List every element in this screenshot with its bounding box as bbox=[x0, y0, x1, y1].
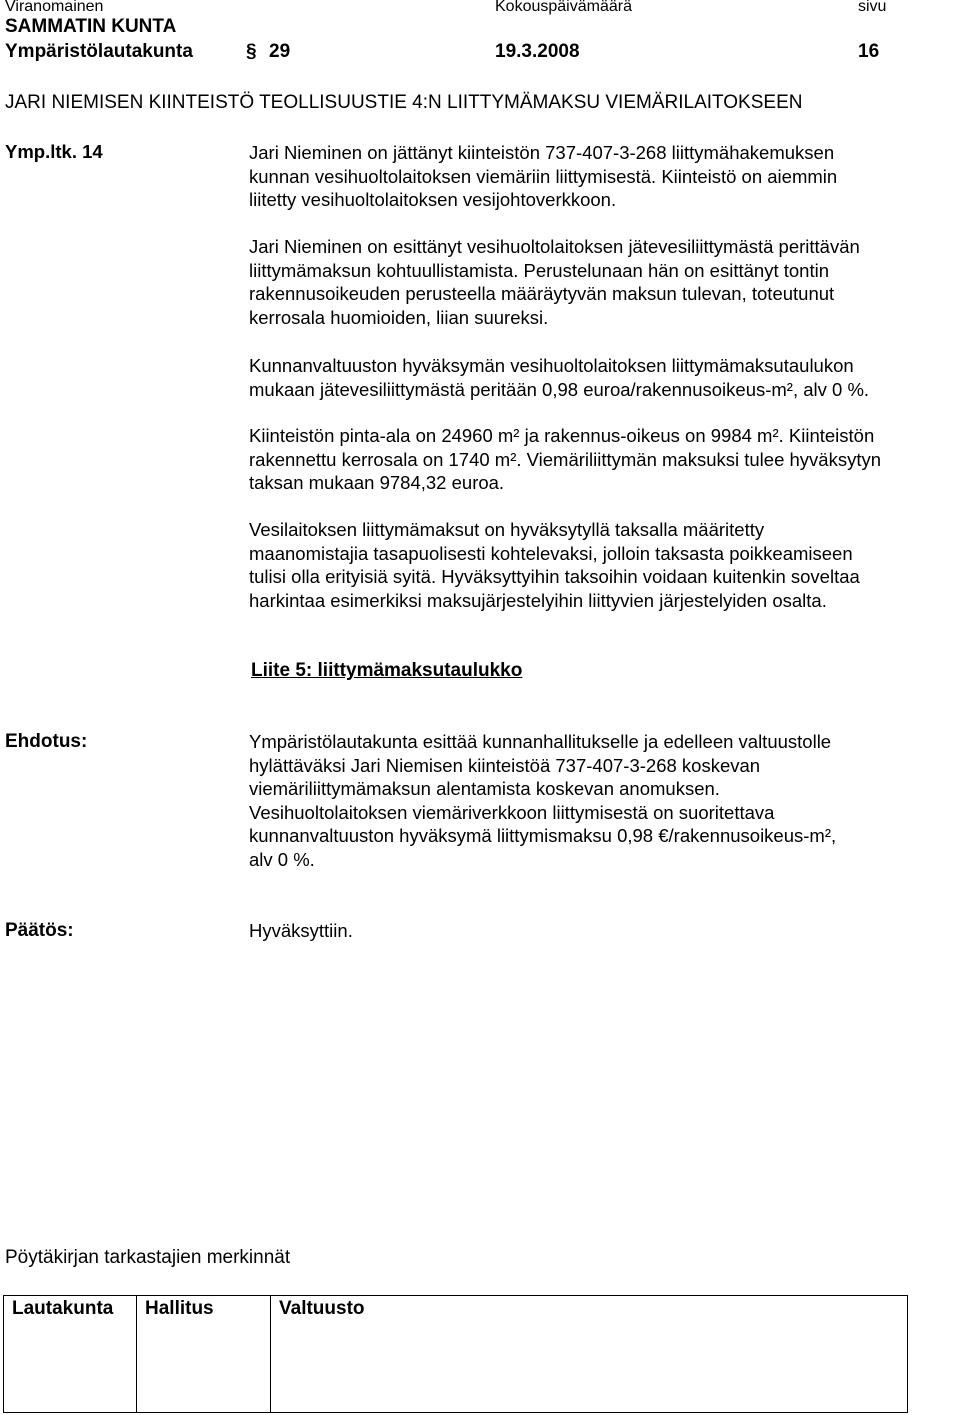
paragraph-line: Jari Nieminen on jättänyt kiinteistön 737-407-3-268 liittymähakemuksen bbox=[249, 142, 835, 163]
paragraph-line: rakennusoikeuden perusteella määräytyvän maksun tulevan, toteutunut bbox=[249, 283, 835, 305]
signature-cell-lautakunta bbox=[4, 1296, 137, 1413]
header-label-date: Kokouspäivämäärä bbox=[495, 0, 632, 15]
column-label: Hallitus bbox=[145, 1298, 214, 1319]
signature-cell-hallitus bbox=[137, 1296, 271, 1413]
proposal-line: kunnanvaltuuston hyväksymä liittymismaksu 0,98 €/rakennusoikeus-m², bbox=[249, 825, 837, 847]
proposal-line: Ympäristölautakunta esittää kunnanhallitukselle ja edelleen valtuustolle bbox=[249, 731, 832, 752]
proposal-line: viemäriliittymämaksun alentamista koskevan anomuksen. bbox=[249, 778, 720, 800]
proposal-line: Vesihuoltolaitoksen viemäriverkkoon liittymisestä on suoritettava bbox=[249, 801, 775, 823]
paragraph-justification bbox=[249, 518, 954, 612]
board-name: Ympäristölautakunta bbox=[5, 41, 193, 62]
paragraph-line: mukaan jätevesiliittymästä peritään 0,98 euroa/rakennusoikeus-m², alv 0 %. bbox=[249, 378, 870, 400]
reviewers-notes-title: Pöytäkirjan tarkastajien merkinnät bbox=[5, 1247, 291, 1268]
paragraph-line: rakennettu kerrosala on 1740 m². Viemäriliittymän maksuksi tulee hyväksytyn bbox=[249, 448, 882, 470]
reference-code: Ymp.ltk. 14 bbox=[5, 141, 103, 162]
paragraph-fee-table bbox=[249, 354, 954, 401]
decision-label: Päätös: bbox=[5, 920, 74, 941]
paragraph-line: taksan mukaan 9784,32 euroa. bbox=[249, 472, 505, 494]
meeting-date: 19.3.2008 bbox=[495, 41, 580, 62]
decision-text: Hyväksyttiin. bbox=[249, 920, 353, 941]
paragraph-application bbox=[249, 141, 954, 212]
header-label-page: sivu bbox=[858, 0, 887, 15]
paragraph-request bbox=[249, 235, 954, 329]
reviewers-signature-table bbox=[3, 1295, 908, 1413]
paragraph-line: liitetty vesihuoltolaitoksen vesijohtoverkkoon. bbox=[249, 189, 617, 211]
page-number: 16 bbox=[858, 41, 880, 62]
column-label: Lautakunta bbox=[12, 1298, 114, 1319]
section-sign: § bbox=[246, 41, 257, 62]
column-label: Valtuusto bbox=[279, 1298, 365, 1319]
paragraph-line: kerrosala huomioiden, liian suureksi. bbox=[249, 306, 549, 328]
paragraph-property-area bbox=[249, 424, 954, 495]
municipality-name: SAMMATIN KUNTA bbox=[5, 16, 177, 37]
proposal-line: alv 0 %. bbox=[249, 848, 315, 870]
paragraph-line: harkintaa esimerkiksi maksujärjestelyihin liittyvien järjestelyiden osalta. bbox=[249, 589, 827, 611]
paragraph-line: liittymämaksun kohtuullistamista. Perustelunaan hän on esittänyt tontin bbox=[249, 259, 829, 281]
attachment-link[interactable]: Liite 5: liittymämaksutaulukko bbox=[251, 660, 523, 681]
proposal-text bbox=[249, 730, 954, 872]
paragraph-line: kunnan vesihuoltolaitoksen viemäriin liittymisestä. Kiinteistö on aiemmin bbox=[249, 165, 838, 187]
paragraph-line: tulisi olla erityisiä syitä. Hyväksyttyihin taksoihin voidaan kuitenkin soveltaa bbox=[249, 566, 860, 588]
paragraph-line: Kunnanvaltuuston hyväksymän vesihuoltolaitoksen liittymämaksutaulukon bbox=[249, 355, 854, 376]
header-label-authority: Viranomainen bbox=[5, 0, 104, 15]
paragraph-line: Jari Nieminen on esittänyt vesihuoltolaitoksen jätevesiliittymästä perittävän bbox=[249, 236, 860, 257]
paragraph-line: maanomistajia tasapuolisesti kohtelevaksi, jolloin taksasta poikkeamiseen bbox=[249, 542, 853, 564]
paragraph-line: Vesilaitoksen liittymämaksut on hyväksytyllä taksalla määritetty bbox=[249, 519, 765, 540]
paragraph-line: Kiinteistön pinta-ala on 24960 m² ja rakennus-oikeus on 9984 m². Kiinteistön bbox=[249, 425, 875, 446]
section-number: 29 bbox=[269, 41, 291, 62]
proposal-line: hylättäväksi Jari Niemisen kiinteistöä 737-407-3-268 koskevan bbox=[249, 754, 761, 776]
document-title: JARI NIEMISEN KIINTEISTÖ TEOLLISUUSTIE 4:N LIITTYMÄMAKSU VIEMÄRILAITOKSEEN bbox=[5, 92, 803, 113]
proposal-label: Ehdotus: bbox=[5, 731, 88, 752]
signature-cell-valtuusto bbox=[271, 1296, 908, 1413]
